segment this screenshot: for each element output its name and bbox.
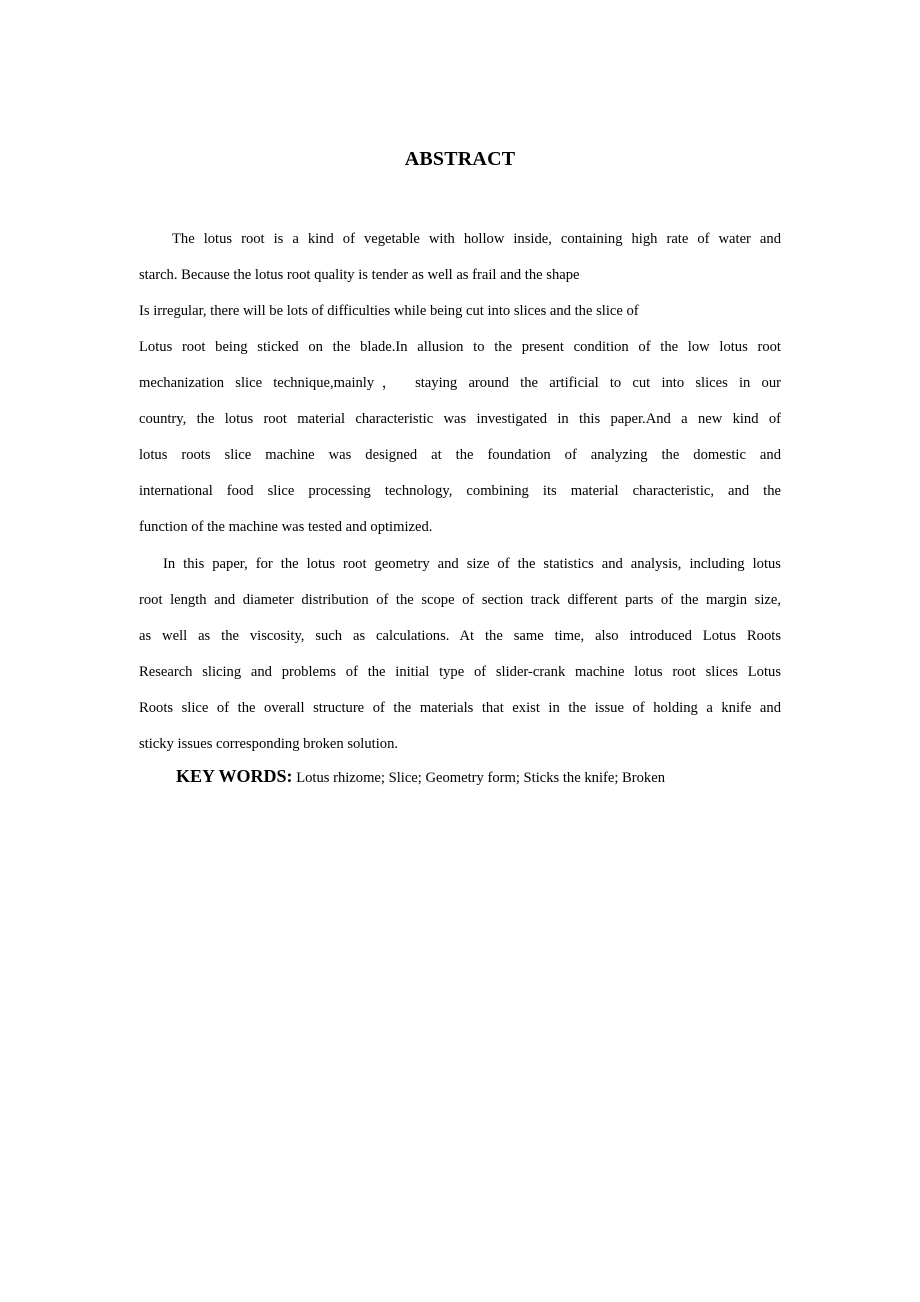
paragraph-line: Research slicing and problems of the initial type of slider-crank machine lotus root slices Lotus bbox=[139, 664, 781, 680]
keywords-line bbox=[176, 766, 665, 787]
paragraph-line: sticky issues corresponding broken solution. bbox=[139, 736, 399, 752]
paragraph-line: country, the lotus root material characteristic was investigated in this paper.And a new kind of bbox=[139, 411, 781, 427]
paragraph-line: function of the machine was tested and optimized. bbox=[139, 519, 433, 535]
paragraph-line: as well as the viscosity, such as calculations. At the same time, also introduced Lotus Roots bbox=[139, 628, 781, 644]
paragraph-line: Roots slice of the overall structure of the materials that exist in the issue of holding a knife and bbox=[139, 700, 781, 716]
paragraph-line: root length and diameter distribution of the scope of section track different parts of the margin size, bbox=[139, 592, 781, 608]
keywords-text: Lotus rhizome; Slice; Geometry form; Sticks the knife; Broken bbox=[296, 770, 666, 786]
paragraph-line: international food slice processing technology, combining its material characteristic, and the bbox=[139, 483, 781, 499]
paragraph-line: The lotus root is a kind of vegetable with hollow inside, containing high rate of water and bbox=[172, 231, 781, 247]
abstract-paragraph-2 bbox=[139, 546, 781, 762]
paragraph-line: Lotus root being sticked on the blade.In allusion to the present condition of the low lotus root bbox=[139, 339, 781, 355]
paragraph-line: In this paper, for the lotus root geometry and size of the statistics and analysis, including lotus bbox=[163, 556, 781, 572]
keywords-label: KEY WORDS: bbox=[176, 766, 293, 786]
abstract-title: ABSTRACT bbox=[404, 148, 516, 170]
paragraph-line: starch. Because the lotus root quality is tender as well as frail and the shape bbox=[139, 267, 580, 283]
paragraph-line: mechanization slice technique,mainly， staying around the artificial to cut into slices in our bbox=[139, 375, 781, 391]
paragraph-line: lotus roots slice machine was designed at the foundation of analyzing the domestic and bbox=[139, 447, 781, 463]
abstract-paragraph-1 bbox=[139, 221, 781, 545]
paragraph-line: Is irregular, there will be lots of difficulties while being cut into slices and the slice of bbox=[139, 303, 639, 319]
